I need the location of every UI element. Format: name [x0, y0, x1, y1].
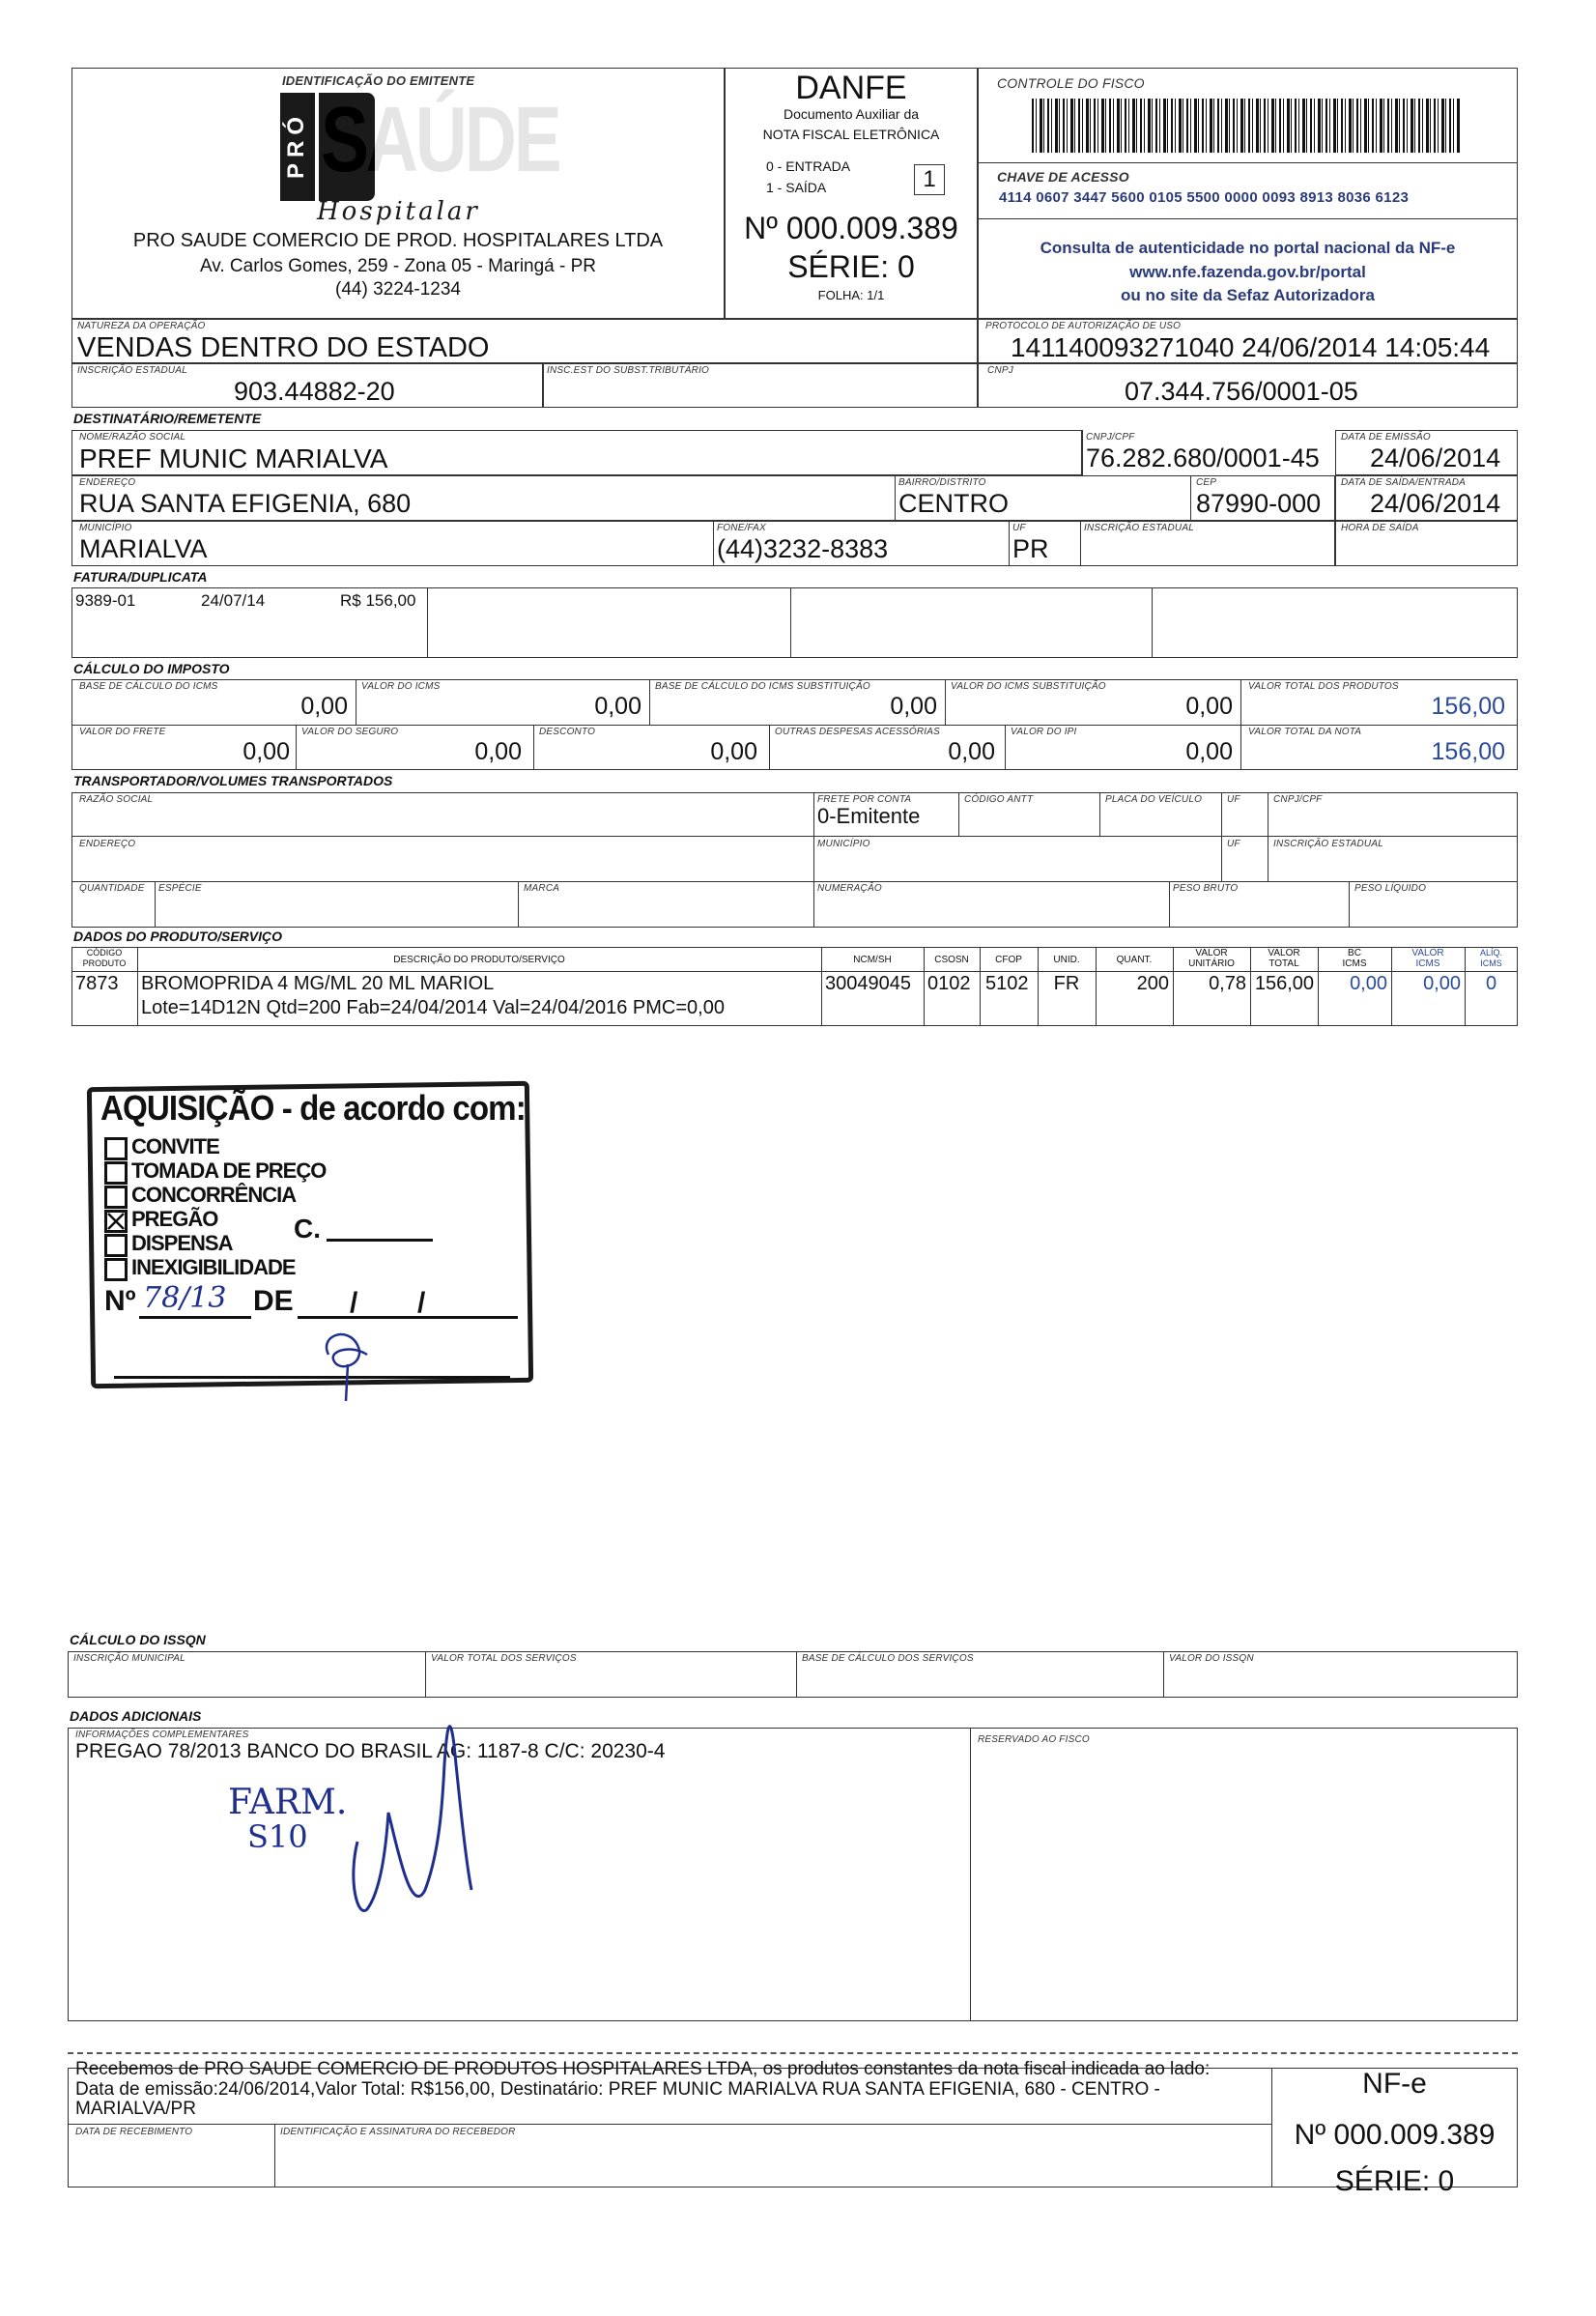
valor-st-value: 0,00	[1185, 693, 1233, 720]
issqn-div3	[1163, 1651, 1164, 1698]
prod-h-vicms: VALOR ICMS	[1411, 948, 1444, 969]
prod-unid: FR	[1053, 973, 1080, 994]
chave-acesso-label: CHAVE DE ACESSO	[997, 169, 1129, 185]
dest-hora-label: HORA DE SAÍDA	[1341, 523, 1419, 533]
transp-razao-label: RAZÃO SOCIAL	[79, 794, 154, 805]
dest-divider-cep	[1190, 475, 1191, 521]
outras-label: OUTRAS DESPESAS ACESSÓRIAS	[775, 727, 940, 737]
consulta-line-3: ou no site da Sefaz Autorizadora	[1121, 286, 1375, 304]
dest-cnpj-label: CNPJ/CPF	[1086, 432, 1135, 443]
dest-nome: PREF MUNIC MARIALVA	[79, 443, 388, 473]
prod-h-descricao: DESCRIÇÃO DO PRODUTO/SERVIÇO	[393, 955, 565, 965]
adicionais-info-label: INFORMAÇÕES COMPLEMENTARES	[75, 1730, 249, 1740]
dest-divider-ie	[1080, 521, 1081, 566]
imposto-r1-div2	[649, 679, 650, 725]
transp-r3-div2	[518, 881, 519, 928]
canhoto-texto-3: MARIALVA/PR	[75, 2099, 196, 2119]
danfe-serie: SÉRIE: 0	[787, 249, 915, 284]
imposto-r1-div4	[1240, 679, 1241, 725]
imposto-r1-div3	[945, 679, 946, 725]
prod-h-vunit: VALOR UNITÁRIO	[1188, 948, 1235, 969]
prod-h-vtotal: VALOR TOTAL	[1268, 948, 1300, 969]
canhoto-texto-2: Data de emissão:24/06/2014,Valor Total: R$156,00, Destinatário: PREF MUNIC MARIALVA RUA SANTA EFIGENIA, 680 - CENTRO -	[75, 2079, 1160, 2100]
prod-descricao-1: BROMOPRIDA 4 MG/ML 20 ML MARIOL	[141, 973, 495, 994]
danfe-numero: Nº 000.009.389	[744, 211, 958, 245]
fatura-divider-3	[1152, 587, 1153, 658]
transp-marca-label: MARCA	[524, 883, 560, 894]
handwritten-farm: FARM.	[228, 1783, 348, 1822]
emitente-phone: (44) 3224-1234	[335, 279, 461, 300]
adicionais-section-label: DADOS ADICIONAIS	[70, 1708, 202, 1724]
issqn-valor-label: VALOR DO ISSQN	[1169, 1653, 1254, 1664]
protocolo-label: PROTOCOLO DE AUTORIZAÇÃO DE USO	[985, 321, 1182, 331]
ipi-label: VALOR DO IPI	[1011, 727, 1077, 737]
prod-vunit: 0,78	[1209, 973, 1246, 994]
danfe-saida: 1 - SAÍDA	[766, 180, 827, 195]
natureza-label: NATUREZA DA OPERAÇÃO	[77, 321, 206, 331]
dest-municipio: MARIALVA	[79, 534, 208, 563]
consulta-line-2: www.nfe.fazenda.gov.br/portal	[1129, 263, 1366, 281]
emitente-section-label: IDENTIFICAÇÃO DO EMITENTE	[282, 73, 475, 88]
transp-uf2-label: UF	[1227, 839, 1240, 849]
fisco-divider-1	[978, 162, 1518, 163]
prod-h-cfop: CFOP	[995, 955, 1022, 965]
fisco-divider-2	[978, 218, 1518, 219]
transp-uf-label: UF	[1227, 794, 1240, 805]
bc-icms-value: 0,00	[300, 693, 348, 720]
prod-h-unid: UNID.	[1053, 955, 1080, 965]
stamp-opt-pregao-c: C.	[294, 1214, 321, 1244]
produtos-header-line	[71, 971, 1518, 972]
prod-h-codigo: CÓDIGO PRODUTO	[82, 948, 127, 968]
ie-value: 903.44882-20	[234, 377, 395, 406]
handwritten-number: S10	[247, 1818, 308, 1855]
bc-st-label: BASE DE CÁLCULO DO ICMS SUBSTITUIÇÃO	[655, 681, 870, 692]
stamp-checkbox-dispensa	[104, 1234, 128, 1257]
transp-frete-value: 0-Emitente	[817, 804, 921, 828]
produtos-section-label: DADOS DO PRODUTO/SERVIÇO	[73, 929, 282, 944]
stamp-opt-dispensa: DISPENSA	[131, 1231, 233, 1255]
prod-descricao-2: Lote=14D12N Qtd=200 Fab=24/04/2014 Val=24/04/2016 PMC=0,00	[141, 997, 725, 1018]
transp-r3-div4	[1169, 881, 1170, 928]
valor-icms-value: 0,00	[594, 693, 641, 720]
imposto-r2-div5	[1240, 725, 1241, 770]
transp-ie-label: INSCRIÇÃO ESTADUAL	[1273, 839, 1383, 849]
stamp-opt-concorrencia: CONCORRÊNCIA	[131, 1183, 297, 1207]
dest-fone-label: FONE/FAX	[717, 523, 766, 533]
transportador-section-label: TRANSPORTADOR/VOLUMES TRANSPORTADOS	[73, 773, 393, 788]
barcode	[1032, 99, 1460, 153]
prod-quant: 200	[1136, 973, 1169, 994]
fatura-divider-2	[790, 587, 791, 658]
prod-h-ncm: NCM/SH	[853, 955, 892, 965]
transp-line-2	[71, 881, 1518, 882]
stamp-opt-tomada: TOMADA DE PREÇO	[131, 1158, 327, 1183]
issqn-bc-label: BASE DE CÁLCULO DOS SERVIÇOS	[802, 1653, 974, 1664]
dest-municipio-label: MUNICÍPIO	[79, 523, 132, 533]
valor-icms-label: VALOR DO ICMS	[361, 681, 441, 692]
transp-endereco-label: ENDEREÇO	[79, 839, 136, 849]
frete-label: VALOR DO FRETE	[79, 727, 166, 737]
cnpj-emitente-value: 07.344.756/0001-05	[1125, 377, 1358, 406]
chave-acesso: 4114 0607 3447 5600 0105 5500 0000 0093 8913 8036 6123	[999, 189, 1410, 206]
dest-saida: 24/06/2014	[1370, 489, 1501, 518]
logo-pro-text: PRÓ	[283, 111, 309, 180]
canhoto-nfe: NF-e	[1362, 2068, 1427, 2100]
fatura-divider-1	[427, 587, 428, 658]
seguro-value: 0,00	[474, 738, 522, 765]
imposto-r2-div2	[533, 725, 534, 770]
ie-st-label: INSC.EST DO SUBST.TRIBUTÁRIO	[547, 365, 710, 376]
stamp-date-slash-1: /	[350, 1287, 358, 1319]
frete-value: 0,00	[242, 738, 290, 765]
stamp-checkbox-tomada	[104, 1161, 128, 1185]
dest-fone: (44)3232-8383	[717, 534, 889, 563]
prod-h-aliq: ALÍQ. ICMS	[1479, 948, 1502, 968]
canhoto-div1	[274, 2124, 275, 2187]
danfe-subtitle-2: NOTA FISCAL ELETRÔNICA	[762, 127, 940, 142]
consulta-line-1: Consulta de autenticidade no portal nacional da NF-e	[1040, 239, 1456, 257]
prod-h-bc: BC ICMS	[1342, 948, 1367, 969]
canhoto-numero: Nº 000.009.389	[1294, 2119, 1496, 2151]
adicionais-divider	[970, 1728, 971, 2021]
company-logo	[278, 88, 559, 228]
stamp-de: DE	[253, 1285, 294, 1317]
transp-box	[71, 792, 1518, 928]
seguro-label: VALOR DO SEGURO	[301, 727, 399, 737]
emitente-name: PRO SAUDE COMERCIO DE PROD. HOSPITALARES LTDA	[132, 230, 664, 251]
stamp-rubrica-icon	[309, 1316, 396, 1403]
desconto-value: 0,00	[710, 738, 757, 765]
stamp-title: AQUISIÇÃO - de acordo com:	[100, 1088, 526, 1128]
imposto-r2-div3	[769, 725, 770, 770]
checkmark-x-icon	[107, 1213, 125, 1230]
prod-h-csosn: CSOSN	[934, 955, 969, 965]
adicionais-info: PREGAO 78/2013 BANCO DO BRASIL AG: 1187-8 C/C: 20230-4	[75, 1740, 666, 1762]
fatura-section-label: FATURA/DUPLICATA	[73, 569, 208, 585]
dest-endereco: RUA SANTA EFIGENIA, 680	[79, 489, 412, 518]
transp-r1-div3	[1099, 792, 1100, 836]
issqn-vserv-label: VALOR TOTAL DOS SERVIÇOS	[431, 1653, 577, 1664]
canhoto-data-label: DATA DE RECEBIMENTO	[75, 2127, 193, 2137]
signature-icon	[328, 1697, 483, 1929]
stamp-numero-line	[139, 1316, 251, 1319]
adicionais-box	[68, 1728, 1518, 2021]
dest-saida-label: DATA DE SAÍDA/ENTRADA	[1341, 477, 1467, 488]
dest-divider-bairro	[895, 475, 896, 521]
dest-divider-fone	[713, 521, 714, 566]
dest-ie-label: INSCRIÇÃO ESTADUAL	[1084, 523, 1194, 533]
bc-icms-label: BASE DE CÁLCULO DO ICMS	[79, 681, 218, 692]
canhoto-texto-1: Recebemos de PRO SAUDE COMERCIO DE PRODUTOS HOSPITALARES LTDA, os produtos constantes da nota fiscal indicada ao lado:	[75, 2059, 1211, 2079]
dest-divider-uf	[1009, 521, 1010, 566]
transp-r2-div1	[813, 836, 814, 881]
stamp-checkbox-inexigibilidade	[104, 1258, 128, 1281]
prod-h-quant: QUANT.	[1116, 955, 1153, 965]
transp-peso-bruto-label: PESO BRUTO	[1173, 883, 1239, 894]
ipi-value: 0,00	[1185, 738, 1233, 765]
prod-ncm: 30049045	[825, 973, 911, 994]
natureza-value: VENDAS DENTRO DO ESTADO	[77, 332, 490, 363]
total-nota-value: 156,00	[1431, 738, 1505, 765]
issqn-div1	[425, 1651, 426, 1698]
canhoto-serie: SÉRIE: 0	[1334, 2165, 1455, 2197]
dest-bairro-label: BAIRRO/DISTRITO	[898, 477, 986, 488]
danfe-folha: FOLHA: 1/1	[817, 288, 885, 302]
stamp-numero-handwritten: 78/13	[143, 1281, 227, 1315]
danfe-subtitle-1: Documento Auxiliar da	[783, 106, 920, 122]
dest-emissao: 24/06/2014	[1370, 443, 1501, 472]
valor-st-label: VALOR DO ICMS SUBSTITUIÇÃO	[951, 681, 1106, 692]
dest-divider-cnpj	[1082, 430, 1083, 475]
transp-especie-label: ESPÉCIE	[158, 883, 202, 894]
destinatario-section-label: DESTINATÁRIO/REMETENTE	[73, 411, 262, 426]
fatura-numero: 9389-01	[75, 591, 136, 610]
controle-fisco-label: CONTROLE DO FISCO	[997, 75, 1145, 91]
issqn-div2	[796, 1651, 797, 1698]
transp-r1-div4	[1221, 792, 1222, 836]
protocolo-value: 141140093271040 24/06/2014 14:05:44	[1011, 332, 1491, 362]
total-produtos-value: 156,00	[1431, 693, 1505, 720]
imposto-section-label: CÁLCULO DO IMPOSTO	[73, 661, 230, 676]
transp-frete-label: FRETE POR CONTA	[817, 794, 912, 805]
dest-nome-label: NOME/RAZÃO SOCIAL	[79, 432, 186, 443]
issqn-section-label: CÁLCULO DO ISSQN	[70, 1632, 206, 1647]
stamp-checkbox-concorrencia	[104, 1186, 128, 1209]
imposto-r2-div4	[1005, 725, 1006, 770]
ie-label: INSCRIÇÃO ESTADUAL	[77, 365, 187, 376]
stamp-opt-convite: CONVITE	[131, 1134, 219, 1158]
dest-endereco-label: ENDEREÇO	[79, 477, 136, 488]
transp-r1-div1	[813, 792, 814, 836]
desconto-label: DESCONTO	[539, 727, 596, 737]
dest-uf-label: UF	[1012, 523, 1026, 533]
transp-municipio-label: MUNICÍPIO	[817, 839, 870, 849]
prod-aliq: 0	[1485, 973, 1497, 994]
canhoto-assinatura-label: IDENTIFICAÇÃO E ASSINATURA DO RECEBEDOR	[280, 2127, 516, 2137]
fatura-box	[71, 587, 1518, 658]
outras-value: 0,00	[948, 738, 995, 765]
dest-cep: 87990-000	[1196, 489, 1322, 518]
fatura-vencimento: 24/07/14	[201, 591, 266, 610]
logo-saude-text: SAÚDE	[321, 88, 559, 191]
prod-vicms: 0,00	[1423, 973, 1461, 994]
transp-peso-liquido-label: PESO LÍQUIDO	[1354, 883, 1427, 894]
stamp-c-line	[327, 1239, 433, 1242]
transp-r3-div1	[155, 881, 156, 928]
imposto-mid-line	[71, 725, 1518, 726]
danfe-title: DANFE	[795, 70, 907, 106]
adicionais-reservado-label: RESERVADO AO FISCO	[978, 1734, 1090, 1745]
dest-cep-label: CEP	[1196, 477, 1217, 488]
stamp-checkbox-pregao	[104, 1210, 128, 1233]
prod-codigo: 7873	[75, 973, 119, 994]
transp-numeracao-label: NUMERAÇÃO	[817, 883, 882, 894]
canhoto-dashed-line	[68, 2052, 1518, 2054]
total-nota-label: VALOR TOTAL DA NOTA	[1248, 727, 1362, 737]
dest-cnpj: 76.282.680/0001-45	[1086, 443, 1320, 472]
issqn-box	[68, 1651, 1518, 1698]
prod-vtotal: 156,00	[1254, 973, 1314, 994]
stamp-opt-pregao: PREGÃO	[131, 1207, 218, 1231]
prod-bc: 0,00	[1350, 973, 1387, 994]
stamp-checkbox-convite	[104, 1137, 128, 1160]
dest-emissao-label: DATA DE EMISSÃO	[1341, 432, 1431, 443]
prod-cfop: 5102	[985, 973, 1029, 994]
transp-r2-div2	[1221, 836, 1222, 881]
cnpj-emitente-label: CNPJ	[987, 365, 1013, 376]
bc-st-value: 0,00	[890, 693, 937, 720]
transp-antt-label: CÓDIGO ANTT	[964, 794, 1034, 805]
dest-bairro: CENTRO	[898, 489, 1009, 518]
prod-csosn: 0102	[927, 973, 971, 994]
transp-r3-div5	[1349, 881, 1350, 928]
emitente-address: Av. Carlos Gomes, 259 - Zona 05 - Maringá - PR	[199, 256, 597, 276]
imposto-r2-div1	[296, 725, 297, 770]
logo-hospitalar-text: Hospitalar	[317, 197, 480, 226]
transp-placa-label: PLACA DO VEÍCULO	[1105, 794, 1203, 805]
dest-uf: PR	[1012, 534, 1049, 563]
issqn-im-label: INSCRIÇÃO MUNICIPAL	[73, 1653, 185, 1664]
stamp-numero-prefix: Nº	[104, 1285, 136, 1317]
transp-line-1	[71, 836, 1518, 837]
danfe-tipo-box: 1	[914, 164, 945, 195]
fatura-valor: R$ 156,00	[340, 591, 416, 610]
danfe-entrada: 0 - ENTRADA	[766, 158, 851, 174]
transp-r3-div3	[813, 881, 814, 928]
total-produtos-label: VALOR TOTAL DOS PRODUTOS	[1248, 681, 1399, 692]
transp-cnpj-label: CNPJ/CPF	[1273, 794, 1323, 805]
stamp-date-slash-2: /	[417, 1287, 426, 1319]
transp-r1-div2	[958, 792, 959, 836]
stamp-opt-inexigibilidade: INEXIGIBILIDADE	[131, 1255, 296, 1279]
transp-quantidade-label: QUANTIDADE	[79, 883, 145, 894]
canhoto-mid-line	[68, 2124, 1271, 2125]
